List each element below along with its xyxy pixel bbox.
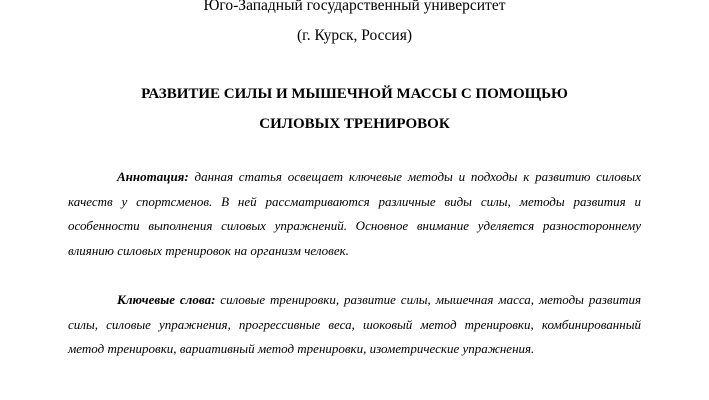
- author-affiliation: Юго-Западный государственный университет: [203, 0, 506, 14]
- author-location: (г. Курск, Россия): [296, 27, 413, 44]
- keywords-paragraph: [68, 288, 641, 362]
- keywords-text: силовые тренировки, развитие силы, мышечная масса, методы развития силы, силовые упражнения, прогрессивные веса, шоковый метод тренировки, комбинированный метод тренировки, вариативный метод тренировки, изометрические упражнения.: [68, 292, 641, 356]
- annotation-label: Аннотация:: [117, 169, 189, 184]
- annotation-paragraph: [68, 165, 641, 263]
- keywords-label: Ключевые слова:: [117, 292, 216, 307]
- annotation-text: данная статья освещает ключевые методы и подходы к развитию силовых качеств у спортсменов. В ней рассматриваются различные виды силы, методы развития и особенности выполнения силовых упражнений. Основное внимание уделяется разностороннему влиянию силовых тренировок на организм человек.: [68, 169, 641, 258]
- article-title-line-1: РАЗВИТИЕ СИЛЫ И МЫШЕЧНОЙ МАССЫ С ПОМОЩЬЮ: [141, 86, 568, 102]
- article-title-line-2: СИЛОВЫХ ТРЕНИРОВОК: [259, 116, 450, 132]
